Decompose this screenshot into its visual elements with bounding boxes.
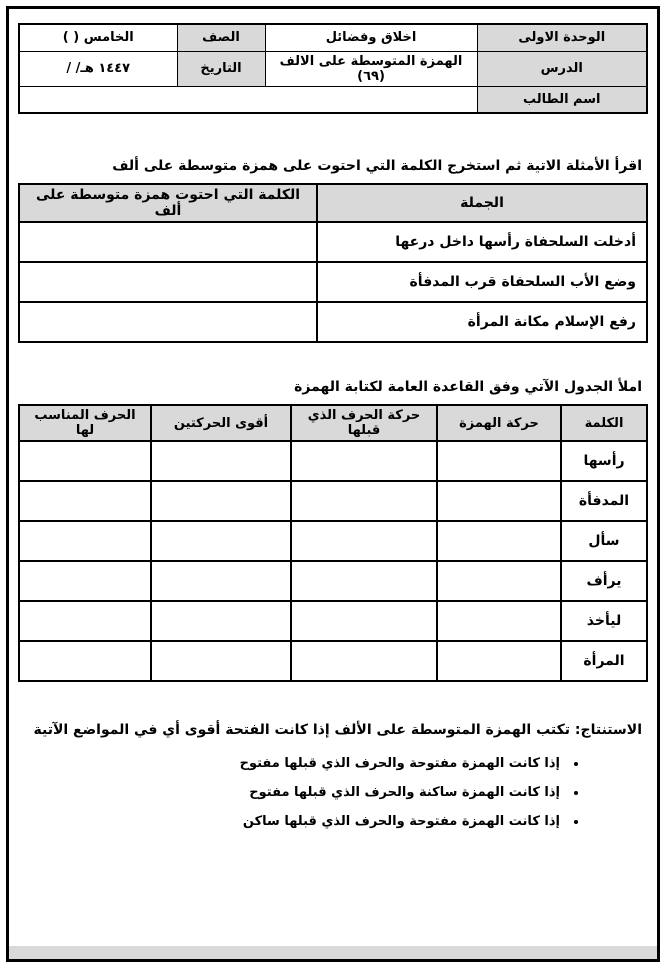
list-item: • إذا كانت الهمزة مفتوحة والحرف الذي قبلها مفتوح [18, 756, 578, 771]
stronger-vowel-column-header: أقوى الحركتين [151, 405, 291, 441]
answer-cell [19, 222, 317, 262]
extract-word-table [18, 183, 648, 343]
answer-cell [19, 561, 151, 601]
table-row [19, 222, 647, 262]
answer-cell [151, 601, 291, 641]
answer-cell [291, 641, 437, 681]
answer-cell [291, 561, 437, 601]
answer-cell [291, 521, 437, 561]
hamza-vowel-column-header: حركة الهمزة [437, 405, 561, 441]
answer-cell [19, 521, 151, 561]
answer-cell [437, 601, 561, 641]
answer-cell [437, 481, 561, 521]
word-cell: المرأة [561, 641, 647, 681]
table-row [19, 601, 647, 641]
word-cell: ليأخذ [561, 601, 647, 641]
answer-cell [291, 441, 437, 481]
section1-instruction: اقرأ الأمثلة الاتية ثم استخرج الكلمة التي احتوت على همزة متوسطة على ألف [112, 158, 642, 174]
table-row [19, 262, 647, 302]
class-value: الخامس ( ) [19, 24, 177, 51]
sentence-cell: وضع الأب السلحفاة قرب المدفأة [317, 262, 647, 302]
page-border-frame [6, 6, 660, 962]
conclusion-text: تكتب الهمزة المتوسطة على الألف إذا كانت الفتحة أقوى أي في المواضع الآتية [33, 722, 571, 738]
answer-cell [19, 481, 151, 521]
table-row [19, 521, 647, 561]
table-row [19, 641, 647, 681]
answer-cell [151, 481, 291, 521]
list-item: • إذا كانت الهمزة مفتوحة والحرف الذي قبلها ساكن [18, 814, 578, 829]
answer-cell [19, 641, 151, 681]
date-label: التاريخ [177, 51, 265, 86]
date-value: / /١٤٤٧ هـ [19, 51, 177, 86]
word-cell: سأل [561, 521, 647, 561]
answer-cell [19, 262, 317, 302]
answer-cell [151, 641, 291, 681]
conclusion-bullet-list [18, 756, 578, 829]
conclusion-label: الاستنتاج: [574, 722, 642, 738]
answer-cell [19, 302, 317, 342]
table-header-row [19, 405, 647, 441]
conclusion-line [18, 722, 642, 738]
table-row [19, 441, 647, 481]
unit-value: اخلاق وفضائل [265, 24, 477, 51]
table-header-row [19, 184, 647, 222]
student-name-field [19, 86, 477, 113]
word-cell: يرأف [561, 561, 647, 601]
answer-cell [19, 441, 151, 481]
lesson-label: الدرس [477, 51, 647, 86]
unit-label: الوحدة الاولى [477, 24, 647, 51]
section2-instruction: املأ الجدول الآتي وفق القاعدة العامة لكتابة الهمزة [294, 379, 642, 395]
suitable-letter-column-header: الحرف المناسب لها [19, 405, 151, 441]
student-name-label: اسم الطالب [477, 86, 647, 113]
previous-letter-vowel-column-header: حركة الحرف الذي قبلها [291, 405, 437, 441]
answer-cell [437, 641, 561, 681]
table-row [19, 481, 647, 521]
hamza-rule-table [18, 404, 648, 682]
sentence-cell: رفع الإسلام مكانة المرأة [317, 302, 647, 342]
answer-cell [291, 601, 437, 641]
class-label: الصف [177, 24, 265, 51]
word-column-header: الكلمة التي احتوت همزة متوسطة على ألف [19, 184, 317, 222]
table-row [19, 302, 647, 342]
answer-cell [19, 601, 151, 641]
word-cell: رأسها [561, 441, 647, 481]
table-row [19, 24, 647, 51]
sentence-column-header: الجملة [317, 184, 647, 222]
word-column-header: الكلمة [561, 405, 647, 441]
answer-cell [151, 521, 291, 561]
table-row [19, 51, 647, 86]
lesson-value: الهمزة المتوسطة على الالف (٦٩) [265, 51, 477, 86]
list-item: • إذا كانت الهمزة ساكنة والحرف الذي قبلها مفتوح [18, 785, 578, 800]
footer-bar [9, 946, 657, 959]
answer-cell [437, 561, 561, 601]
answer-cell [437, 441, 561, 481]
table-row [19, 86, 647, 113]
header-info-table [18, 23, 648, 114]
answer-cell [291, 481, 437, 521]
sentence-cell: أدخلت السلحفاة رأسها داخل درعها [317, 222, 647, 262]
answer-cell [151, 561, 291, 601]
table-row [19, 561, 647, 601]
word-cell: المدفأة [561, 481, 647, 521]
answer-cell [437, 521, 561, 561]
answer-cell [151, 441, 291, 481]
